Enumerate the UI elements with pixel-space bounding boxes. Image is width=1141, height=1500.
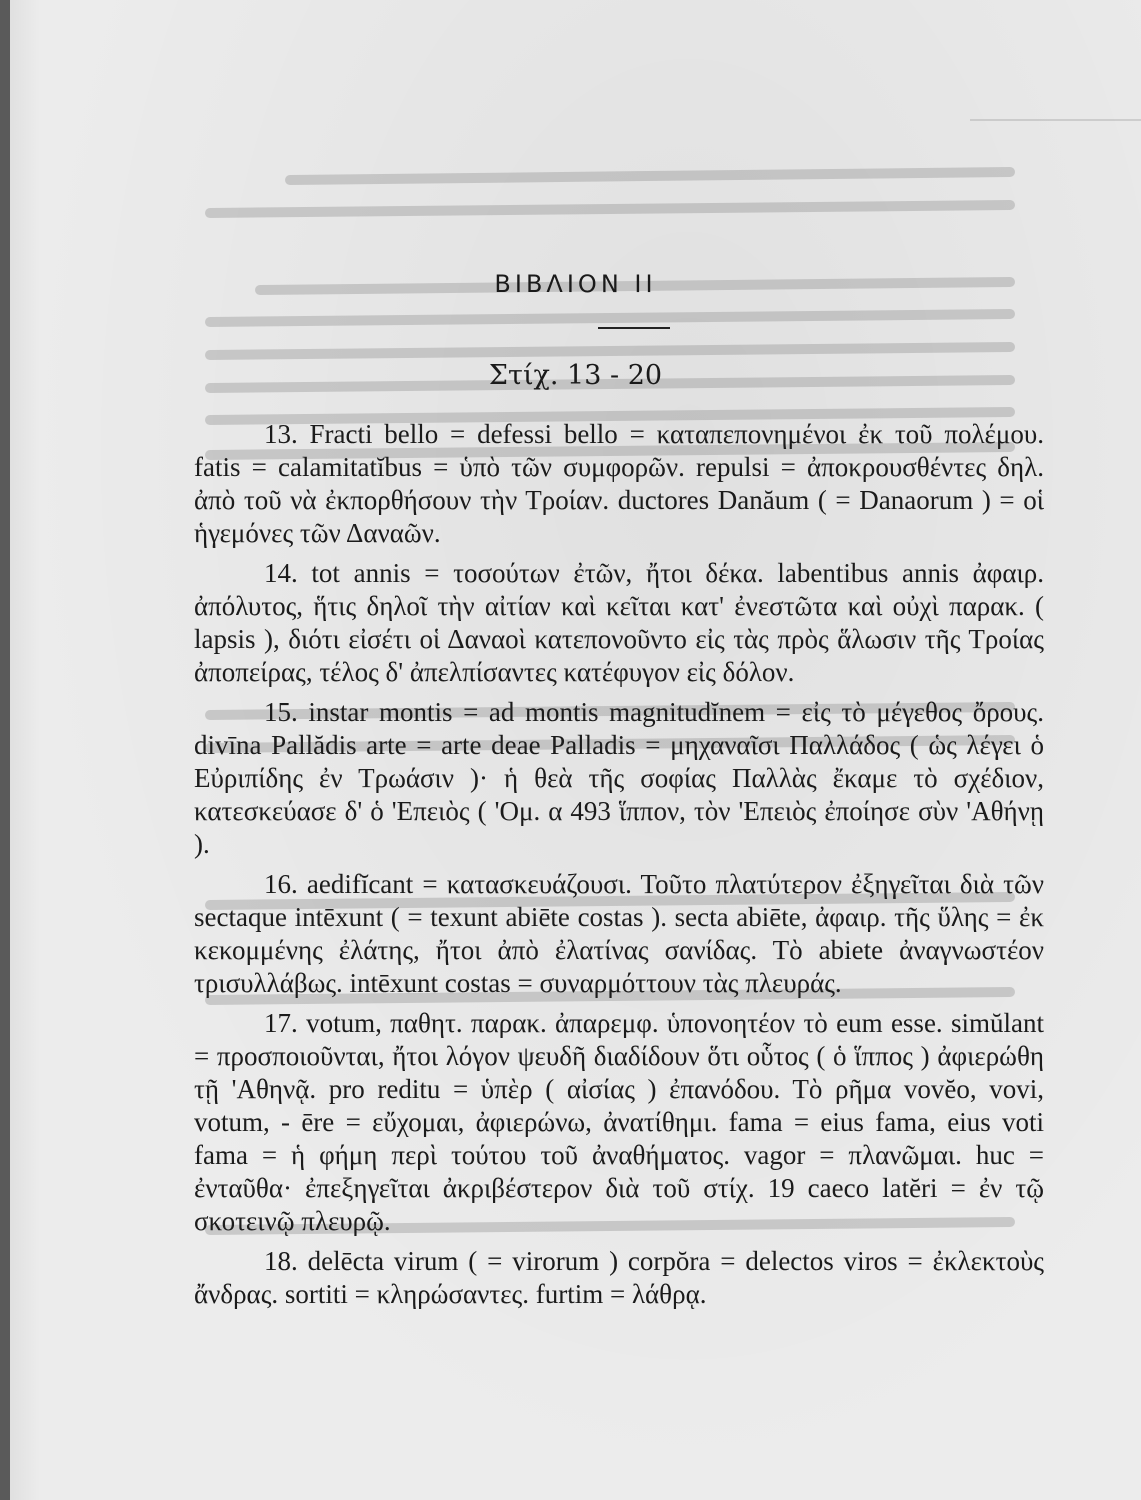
title-rule <box>598 327 670 329</box>
entry-text: delēcta virum ( = virorum ) corpŏra = delectos viros = ἐκλεκτοὺς ἄνδρας. sortiti = κληρώσαντες. furtim = λάθρᾳ. <box>194 1246 1045 1309</box>
entry-text: instar montis = ad montis magnitudĭnem = εἰς τὸ μέγεθος ὄρους. divīna Pallădis arte = arte deae Palladis = μηχαναῖσι Παλλάδος ( ὡς λέγει ὁ Εὐριπίδης ἐν Τρωάσιν )· ἡ θεὰ τῆς σοφίας Παλλὰς ἔκαμε τὸ σχέδιον, κατεσκεύασε δ' ὁ 'Επειὸς ( 'Ομ. α 493 ἵππον, τὸν 'Επειὸς ἐποίησε σὺν 'Αθήνῃ ). <box>194 697 1044 859</box>
entry-number: 13. <box>264 419 298 449</box>
entry-number: 15. <box>264 697 298 727</box>
entry-text: votum, παθητ. παρακ. ἀπαρεμφ. ὑπονοητέον τὸ eum esse. simŭlant = προσποιοῦνται, ἤτοι λόγον ψευδῆ διαδίδουν ὅτι οὗτος ( ὁ ἵππος ) ἀφιερώθη τῇ 'Αθηνᾷ. pro reditu = ὑπὲρ ( αἰσίας ) ἐπανόδου. Τὸ ρῆμα vovĕo, vovi, votum, - ēre = εὔχομαι, ἀφιερώνω, ἀνατίθημι. fama = eius fama, eius voti fama = ἡ φήμη περὶ τούτου τοῦ ἀναθήματος. vagor = πλανῶμαι. huc = ἐνταῦθα· ἐπεξηγεῖται ἀκριβέστερον διὰ τοῦ στίχ. 19 caeco latĕri = ἐν τῷ σκοτεινῷ πλευρῷ. <box>194 1008 1045 1236</box>
entry-number: 14. <box>264 558 298 588</box>
entry-number: 16. <box>264 869 298 899</box>
commentary-body <box>194 418 1044 1318</box>
entry-number: 17. <box>264 1008 298 1038</box>
commentary-entry-14 <box>194 557 1044 689</box>
commentary-entry-18 <box>194 1245 1044 1311</box>
book-page <box>10 0 1141 1500</box>
commentary-entry-15 <box>194 696 1044 861</box>
book-title: ΒΙΒΛΙΟΝ ΙΙ <box>494 270 657 298</box>
entry-text: aedifĭcant = κατασκευάζουσι. Τοῦτο πλατύτερον ἐξηγεῖται διὰ τῶν sectaque intēxunt ( = texunt abiēte costas ). secta abiēte, ἀφαιρ. τῆς ὕλης = ἐκ κεκομμένης ἐλάτης, ἤτοι ἀπὸ ἐλατίνας σανίδας. Τὸ abiete ἀναγνωστέον τρισυλλάβως. intēxunt costas = συναρμόττουν τὰς πλευράς. <box>194 869 1045 998</box>
commentary-entry-13 <box>194 418 1044 550</box>
entry-text: Fracti bello = defessi bello = καταπεπονημένοι ἐκ τοῦ πολέμου. fatis = calamitatĭbus = ὑπὸ τῶν συμφορῶν. repulsi = ἀποκρουσθέντες δηλ. ἀπὸ τοῦ νὰ ἐκπορθήσουν τὴν Τροίαν. ductores Danăum ( = Danaorum ) = οἱ ἡγεμόνες τῶν Δαναῶν. <box>194 419 1044 548</box>
commentary-entry-16 <box>194 868 1044 1000</box>
entry-text: tot annis = τοσούτων ἐτῶν, ἤτοι δέκα. labentibus annis ἀφαιρ. ἀπόλυτος, ἥτις δηλοῖ τὴν αἰτίαν καὶ κεῖται κατ' ἐνεστῶτα καὶ οὐχὶ παρακ. ( lapsis ), διότι εἰσέτι οἱ Δαναοὶ κατεπονοῦντο εἰς τὰς πρὸς ἅλωσιν τῆς Τροίας ἀποπείρας, τέλος δ' ἀπελπίσαντες κατέφυγον εἰς δόλον. <box>194 558 1045 687</box>
verse-range: Στίχ. 13 - 20 <box>488 360 663 391</box>
commentary-entry-17 <box>194 1007 1044 1238</box>
entry-number: 18. <box>264 1246 298 1276</box>
